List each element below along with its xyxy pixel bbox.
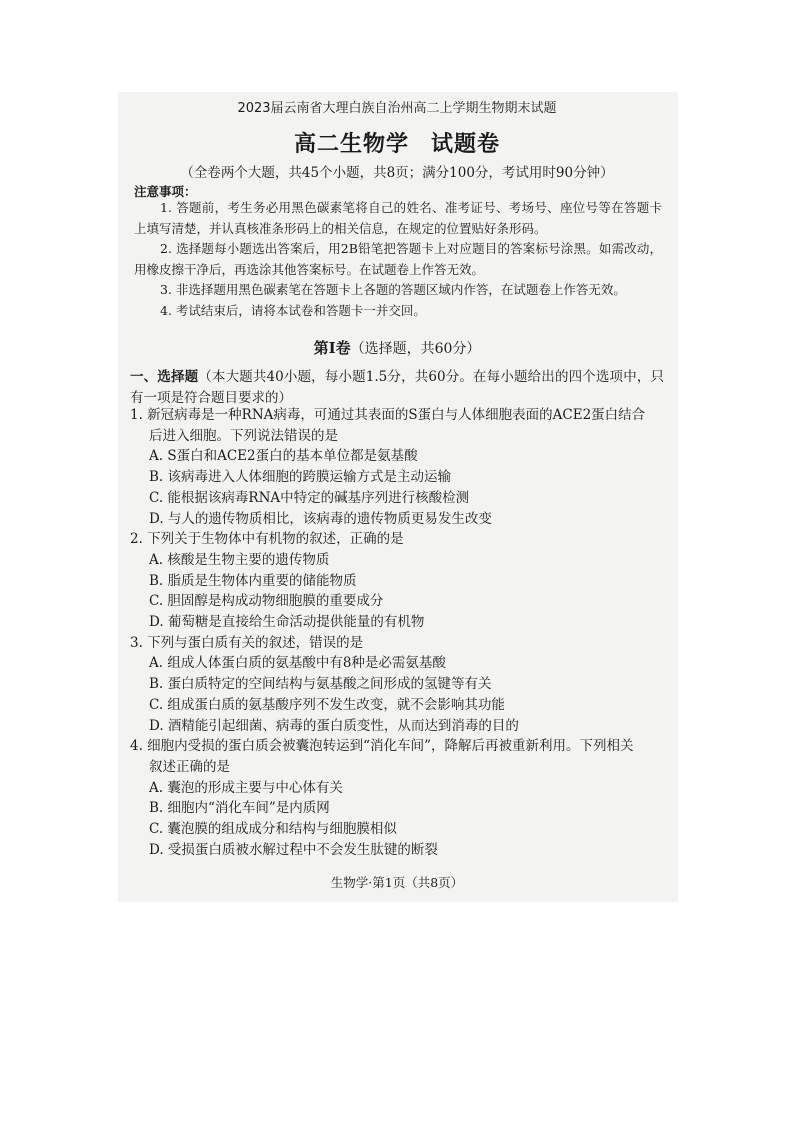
question-list bbox=[130, 405, 664, 860]
question-stem: 4. 细胞内受损的蛋白质会被囊泡转运到“消化车间”，降解后再被重新利用。下列相关 bbox=[130, 738, 634, 755]
notice-item: 2. 选择题每小题选出答案后，用2B铅笔把答题卡上对应题目的答案标号涂黑。如需改动，用橡皮擦干净后，再选涂其他答案标号。在试题卷上作答无效。 bbox=[134, 241, 662, 277]
exam-title bbox=[0, 127, 794, 158]
part-intro bbox=[130, 367, 664, 409]
option-a: A. 组成人体蛋白质的氨基酸中有8种是必需氨基酸 bbox=[149, 655, 446, 672]
document-title: 2023届云南省大理白族自治州高二上学期生物期末试题 bbox=[237, 101, 557, 116]
option-a: A. 核酸是生物主要的遗传物质 bbox=[149, 551, 330, 568]
option-c: C. 胆固醇是构成动物细胞膜的重要成分 bbox=[149, 593, 384, 610]
question-stem-continued: 后进入细胞。下列说法错误的是 bbox=[149, 427, 338, 444]
question-stem: 3. 下列与蛋白质有关的叙述，错误的是 bbox=[130, 634, 364, 651]
part-label: 一、选择题 bbox=[130, 369, 199, 385]
option-d: D. 酒精能引起细菌、病毒的蛋白质变性，从而达到消毒的目的 bbox=[149, 717, 519, 734]
exam-info: （全卷两个大题，共45个小题，共8页；满分100分，考试用时90分钟） bbox=[180, 165, 614, 181]
section-note: （选择题，共60分） bbox=[350, 341, 481, 357]
section-title: 第Ⅰ卷 bbox=[313, 339, 351, 357]
option-a: A. S蛋白和ACE2蛋白的基本单位都是氨基酸 bbox=[149, 448, 418, 465]
option-b: B. 脂质是生物体内重要的储能物质 bbox=[149, 572, 357, 589]
question-stem-continued: 叙述正确的是 bbox=[149, 758, 230, 775]
notice-item: 3. 非选择题用黑色碳素笔在答题卡上各题的答题区域内作答，在试题卷上作答无效。 bbox=[160, 282, 626, 297]
question-stem: 2. 下列关于生物体中有机物的叙述，正确的是 bbox=[130, 531, 404, 548]
notice-item: 4. 考试结束后，请将本试卷和答题卡一并交回。 bbox=[160, 302, 426, 318]
notice-heading: 注意事项： bbox=[134, 184, 197, 199]
question-3 bbox=[130, 633, 664, 737]
option-c: C. 能根据该病毒RNA中特定的碱基序列进行核酸检测 bbox=[149, 489, 470, 506]
option-b: B. 蛋白质特定的空间结构与氨基酸之间形成的氢键等有关 bbox=[149, 676, 492, 693]
page-footer: 生物学·第1页（共8页） bbox=[330, 875, 464, 890]
section-heading bbox=[0, 337, 794, 358]
option-a: A. 囊泡的形成主要与中心体有关 bbox=[149, 779, 343, 796]
option-d: D. 葡萄糖是直接给生命活动提供能量的有机物 bbox=[149, 614, 425, 631]
notice-list bbox=[134, 198, 662, 321]
option-d: D. 与人的遗传物质相比，该病毒的遗传物质更易发生改变 bbox=[149, 510, 492, 527]
option-b: B. 该病毒进入人体细胞的跨膜运输方式是主动运输 bbox=[149, 469, 452, 486]
option-c: C. 囊泡膜的组成成分和结构与细胞膜相似 bbox=[149, 821, 397, 838]
question-stem: 1. 新冠病毒是一种RNA病毒，可通过其表面的S蛋白与人体细胞表面的ACE2蛋白结合 bbox=[130, 407, 646, 423]
exam-title-type: 试题卷 bbox=[431, 131, 501, 157]
option-c: C. 组成蛋白质的氨基酸序列不发生改变，就不会影响其功能 bbox=[149, 696, 505, 713]
notice-item: 1. 答题前，考生务必用黑色碳素笔将自己的姓名、准考证号、考场号、座位号等在答题卡上填写清楚，并认真核准条形码上的相关信息，在规定的位置贴好条形码。 bbox=[134, 200, 662, 236]
option-d: D. 受损蛋白质被水解过程中不会发生肽键的断裂 bbox=[149, 841, 438, 858]
option-b: B. 细胞内“消化车间”是内质网 bbox=[149, 800, 330, 817]
question-2 bbox=[130, 529, 664, 633]
question-4 bbox=[130, 736, 664, 860]
question-1 bbox=[130, 405, 664, 529]
part-description: （本大题共40小题，每小题1.5分，共60分。在每小题给出的四个选项中，只有一项是符合题目要求的） bbox=[130, 369, 665, 406]
exam-title-subject: 高二生物学 bbox=[293, 131, 409, 157]
